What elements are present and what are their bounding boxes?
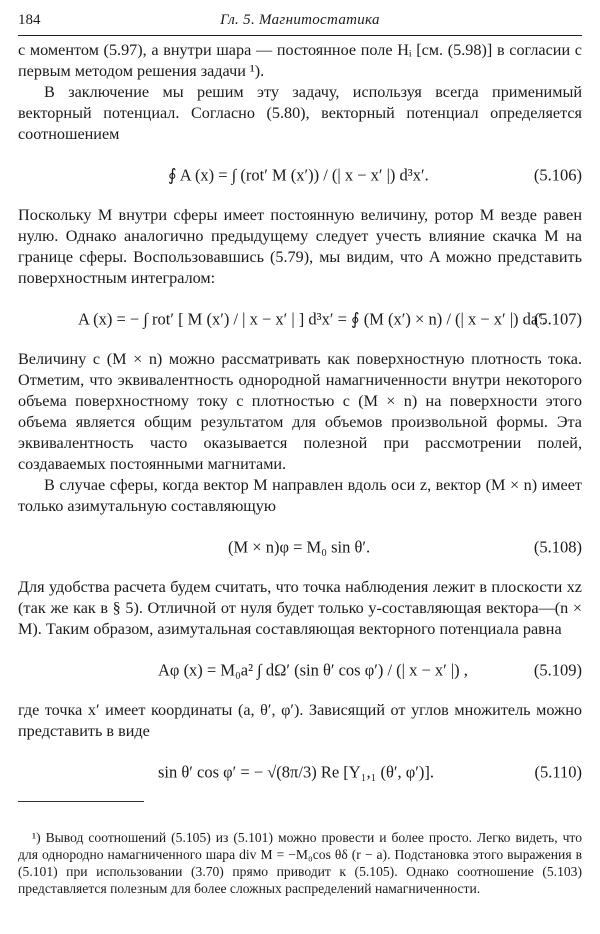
paragraph: Величину c (M × n) можно рассматривать как поверхностную плотность тока. Отметим, что эквивалентность однородной намагниченности внутри некоторого объема поверхностному току с плотностью c (M × n) на поверхности этого объема является общим результатом для объемов произвольной формы. Эта эквивалентность часто оказывается полезной при рассмотрении полей, создаваемых постоянными магнитами.: [18, 350, 582, 473]
paragraph: В заключение мы решим эту задачу, используя всегда применимый векторный потенциал. Согласно (5.80), векторный потенциал определяется соотношением: [18, 83, 582, 143]
page-body: [18, 40, 582, 802]
equation-number: (5.107): [533, 309, 582, 329]
equation-formula: A (x) = − ∫ rot′ [ M (x′) / | x − x′ | ] d³x′ = ∮ (M (x′) × n) / (| x − x′ |) da′.: [78, 309, 546, 329]
equation-number: (5.108): [533, 537, 582, 557]
footnote: ¹) Вывод соотношений (5.105) из (5.101) можно провести и более просто. Легко видеть, что для однородно намагниченного шара div M = −M₀cos θδ (r − a). Подстановка этого выражения в (5.101) при использовании (3.70) прямо приводит к (5.105). Однако соотношение (5.103) представляется полезным для более сложных распределений намагниченности.: [18, 829, 582, 896]
equation-formula: sin θ′ cos φ′ = − √(8π/3) Re [Y₁,₁ (θ′, φ′)].: [158, 762, 434, 782]
paragraph: Для удобства расчета будем считать, что точка наблюдения лежит в плоскости xz (так же как в § 5). Отличной от нуля будет только y-составляющая вектора—(n × M). Таким образом, азимутальная составляющая векторного потенциала равна: [18, 578, 582, 638]
paragraph: с моментом (5.97), а внутри шара — постоянное поле Hᵢ [см. (5.98)] в согласии с первым методом решения задачи ¹).: [18, 41, 582, 80]
page-header: [18, 12, 582, 34]
equation-number: (5.109): [533, 660, 582, 680]
paragraph: Поскольку M внутри сферы имеет постоянную величину, ротор M везде равен нулю. Однако аналогично предыдущему следует учесть влияние скачка M на границе сферы. Воспользовавшись (5.79), мы видим, что A можно представить поверхностным интегралом:: [18, 206, 582, 287]
equation-5-106: [18, 145, 582, 205]
running-title: Гл. 5. Магнитостатика: [220, 12, 380, 28]
equation-number: (5.110): [534, 762, 582, 782]
equation-formula: (M × n)φ = M₀ sin θ′.: [228, 537, 371, 557]
equation-formula: ∮ A (x) = ∫ (rot′ M (x′)) / (| x − x′ |) d³x′.: [168, 165, 429, 185]
paragraph: где точка x′ имеет координаты (a, θ′, φ′). Зависящий от углов множитель можно представить в виде: [18, 701, 582, 740]
equation-formula: Aφ (x) = M₀a² ∫ dΩ′ (sin θ′ cos φ′) / (| x − x′ |) ,: [158, 660, 468, 680]
equation-5-108: [18, 517, 582, 577]
equation-number: (5.106): [533, 165, 582, 185]
paragraph: В случае сферы, когда вектор M направлен вдоль оси z, вектор (M × n) имеет только азимутальную составляющую: [18, 476, 582, 515]
equation-5-107: [18, 289, 582, 349]
footnote-rule: [18, 801, 144, 802]
header-rule: [18, 35, 582, 36]
equation-5-110: [18, 742, 582, 802]
page-number: 184: [18, 12, 41, 28]
equation-5-109: [18, 640, 582, 700]
